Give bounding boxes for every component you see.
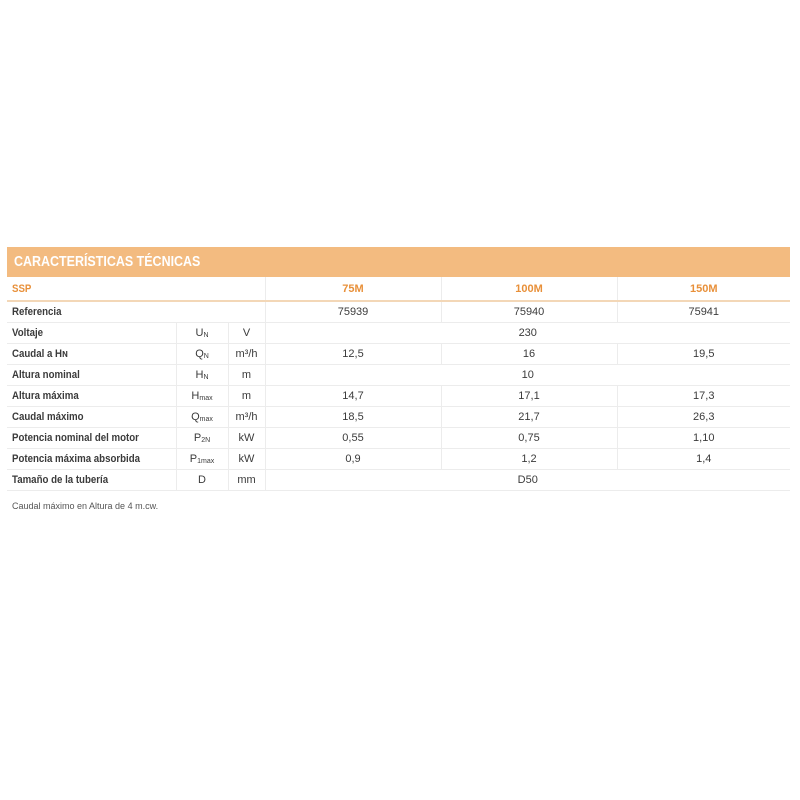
row-value: 18,5	[265, 407, 441, 428]
model-header-row	[7, 277, 790, 301]
row-label: Potencia nominal del motor	[7, 428, 176, 449]
table-row	[7, 344, 790, 365]
table-row	[7, 449, 790, 470]
row-unit: m	[228, 386, 265, 407]
row-value: 17,3	[617, 386, 790, 407]
row-unit: kW	[228, 449, 265, 470]
model-100m-header: 100M	[441, 277, 617, 301]
row-symbol: $P_{1max}$	[176, 449, 228, 470]
row-label: Altura nominal	[7, 365, 176, 386]
row-value: 1,4	[617, 449, 790, 470]
row-value: 0,75	[441, 428, 617, 449]
table-row	[7, 407, 790, 428]
table-header-bar	[7, 247, 790, 277]
row-symbol: $H_{max}$	[176, 386, 228, 407]
row-value: 10	[265, 365, 790, 386]
row-value: 75940	[441, 301, 617, 323]
table-row	[7, 301, 790, 323]
table-row	[7, 470, 790, 491]
row-label: Referencia	[7, 301, 265, 323]
row-value: 19,5	[617, 344, 790, 365]
row-symbol: $P_{2N}$	[176, 428, 228, 449]
row-symbol: D	[176, 470, 228, 491]
table-row	[7, 386, 790, 407]
model-150m-header: 150M	[617, 277, 790, 301]
row-unit: m	[228, 365, 265, 386]
row-label: Caudal a Hɴ	[7, 344, 176, 365]
row-unit: m³/h	[228, 344, 265, 365]
row-value: 0,55	[265, 428, 441, 449]
row-value: D50	[265, 470, 790, 491]
model-75m-header: 75M	[265, 277, 441, 301]
row-value: 26,3	[617, 407, 790, 428]
row-unit: m³/h	[228, 407, 265, 428]
row-value: 1,10	[617, 428, 790, 449]
row-label: Altura máxima	[7, 386, 176, 407]
table-title: CARACTERÍSTICAS TÉCNICAS	[14, 254, 201, 270]
footnote: Caudal máximo en Altura de 4 m.cw.	[12, 501, 159, 511]
row-value: 230	[265, 323, 790, 344]
row-label: Tamaño de la tubería	[7, 470, 176, 491]
specifications-table	[7, 247, 790, 511]
row-value: 12,5	[265, 344, 441, 365]
row-symbol: $Q_N$	[176, 344, 228, 365]
series-label: SSP	[7, 277, 265, 301]
row-value: 75941	[617, 301, 790, 323]
row-value: 21,7	[441, 407, 617, 428]
table-row	[7, 323, 790, 344]
row-symbol: $H_N$	[176, 365, 228, 386]
row-label: Potencia máxima absorbida	[7, 449, 176, 470]
row-value: 1,2	[441, 449, 617, 470]
row-label: Caudal máximo	[7, 407, 176, 428]
row-value: 16	[441, 344, 617, 365]
row-symbol: $Q_{max}$	[176, 407, 228, 428]
spec-table	[7, 277, 790, 491]
row-unit: mm	[228, 470, 265, 491]
spec-table-body	[7, 277, 790, 491]
row-unit: V	[228, 323, 265, 344]
row-label: Voltaje	[7, 323, 176, 344]
row-value: 75939	[265, 301, 441, 323]
table-row	[7, 428, 790, 449]
row-unit: kW	[228, 428, 265, 449]
row-value: 17,1	[441, 386, 617, 407]
row-symbol: $U_N$	[176, 323, 228, 344]
table-row	[7, 365, 790, 386]
row-value: 0,9	[265, 449, 441, 470]
row-value: 14,7	[265, 386, 441, 407]
